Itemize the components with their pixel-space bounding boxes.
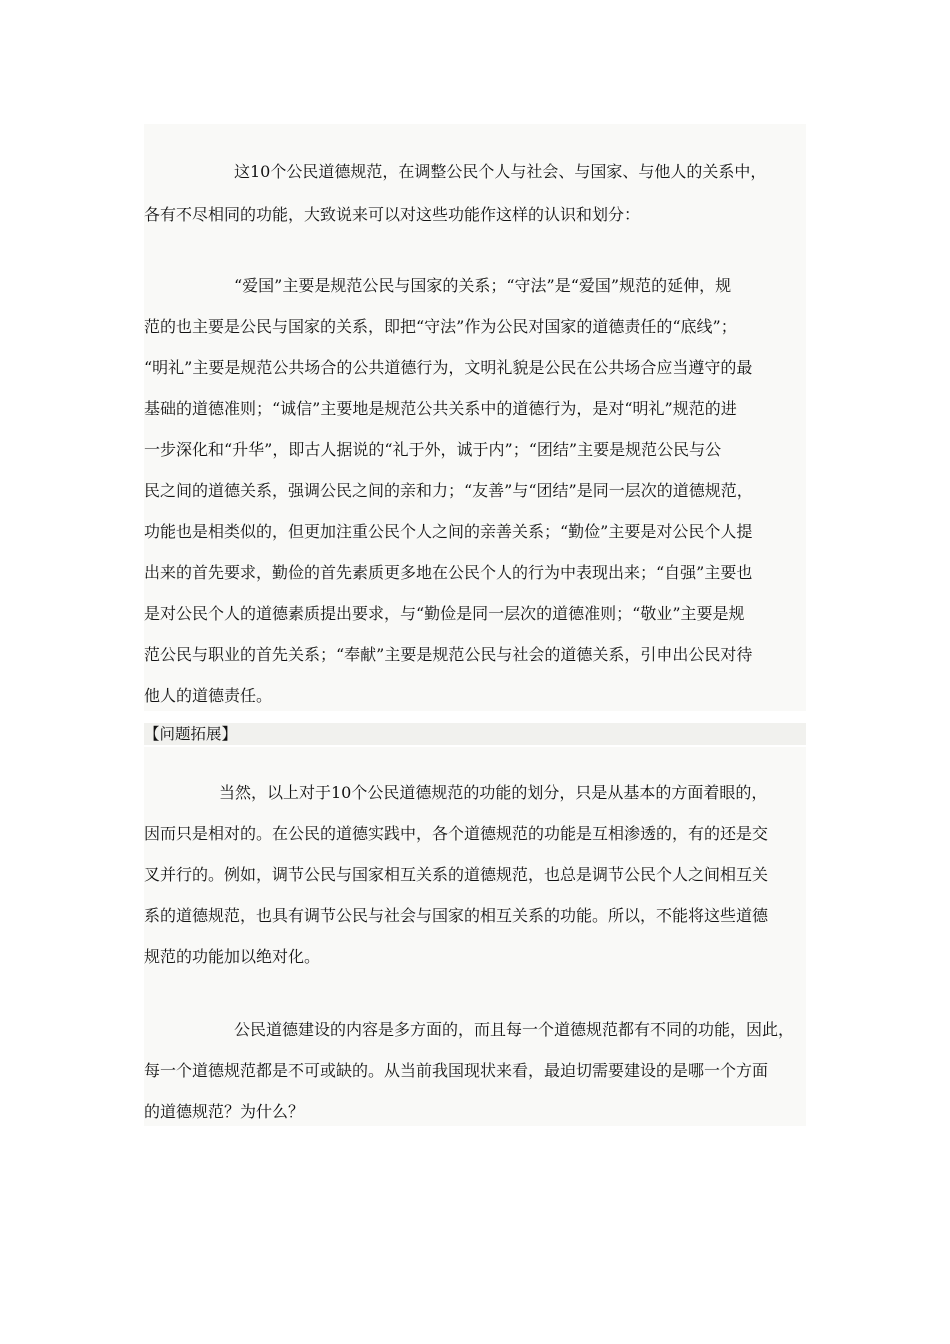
paragraph-3-line: 系的道德规范，也具有调节公民与社会与国家的相互关系的功能。所以，不能将这些道德 (144, 906, 769, 925)
paragraph-2-line: 一步深化和“升华”，即古人据说的“礼于外，诚于内”；“团结”主要是规范公民与公 (144, 440, 722, 459)
paragraph-4-line: 每一个道德规范都是不可或缺的。从当前我国现状来看，最迫切需要建设的是哪一个方面 (144, 1061, 769, 1080)
paragraph-2-line: “明礼”主要是规范公共场合的公共道德行为，文明礼貌是公民在公共场合应当遵守的最 (144, 358, 753, 377)
paragraph-3-line: 规范的功能加以绝对化。 (144, 947, 321, 966)
paragraph-2-line: 民之间的道德关系，强调公民之间的亲和力；“友善”与“团结”是同一层次的道德规范， (144, 481, 753, 500)
heading-bar-background (144, 723, 806, 745)
paragraph-3-line: 因而只是相对的。在公民的道德实践中，各个道德规范的功能是互相渗透的，有的还是交 (144, 824, 769, 843)
paragraph-2-line: 是对公民个人的道德素质提出要求，与“勤俭是同一层次的道德准则；“敬业”主要是规 (144, 604, 745, 623)
paragraph-3-line: 当然，以上对于10个公民道德规范的功能的划分，只是从基本的方面着眼的， (219, 783, 768, 802)
paragraph-1-line: 这10个公民道德规范，在调整公民个人与社会、与国家、与他人的关系中， (234, 162, 767, 181)
paragraph-4-line: 的道德规范？为什么？ (144, 1102, 305, 1121)
paragraph-2-line: 功能也是相类似的，但更加注重公民个人之间的亲善关系；“勤俭”主要是对公民个人提 (144, 522, 753, 541)
paragraph-2-line: 范公民与职业的首先关系；“奉献”主要是规范公民与社会的道德关系，引申出公民对待 (144, 645, 753, 664)
paragraph-2-line: 基础的道德准则；“诚信”主要地是规范公共关系中的道德行为，是对“明礼”规范的进 (144, 399, 737, 418)
paragraph-2-line: 出来的首先要求，勤俭的首先素质更多地在公民个人的行为中表现出来；“自强”主要也 (144, 563, 753, 582)
paragraph-3-line: 叉并行的。例如，调节公民与国家相互关系的道德规范，也总是调节公民个人之间相互关 (144, 865, 769, 884)
paragraph-2-line: 范的也主要是公民与国家的关系，即把“守法”作为公民对国家的道德责任的“底线”； (144, 317, 737, 336)
section-heading: 【问题拓展】 (144, 725, 238, 743)
paragraph-1-line: 各有不尽相同的功能，大致说来可以对这些功能作这样的认识和划分： (144, 205, 641, 224)
paragraph-4-line: 公民道德建设的内容是多方面的，而且每一个道德规范都有不同的功能，因此， (234, 1020, 795, 1039)
paragraph-2-line: “爱国”主要是规范公民与国家的关系；“守法”是“爱国”规范的延伸，规 (234, 276, 732, 295)
paragraph-2-line: 他人的道德责任。 (144, 686, 273, 705)
